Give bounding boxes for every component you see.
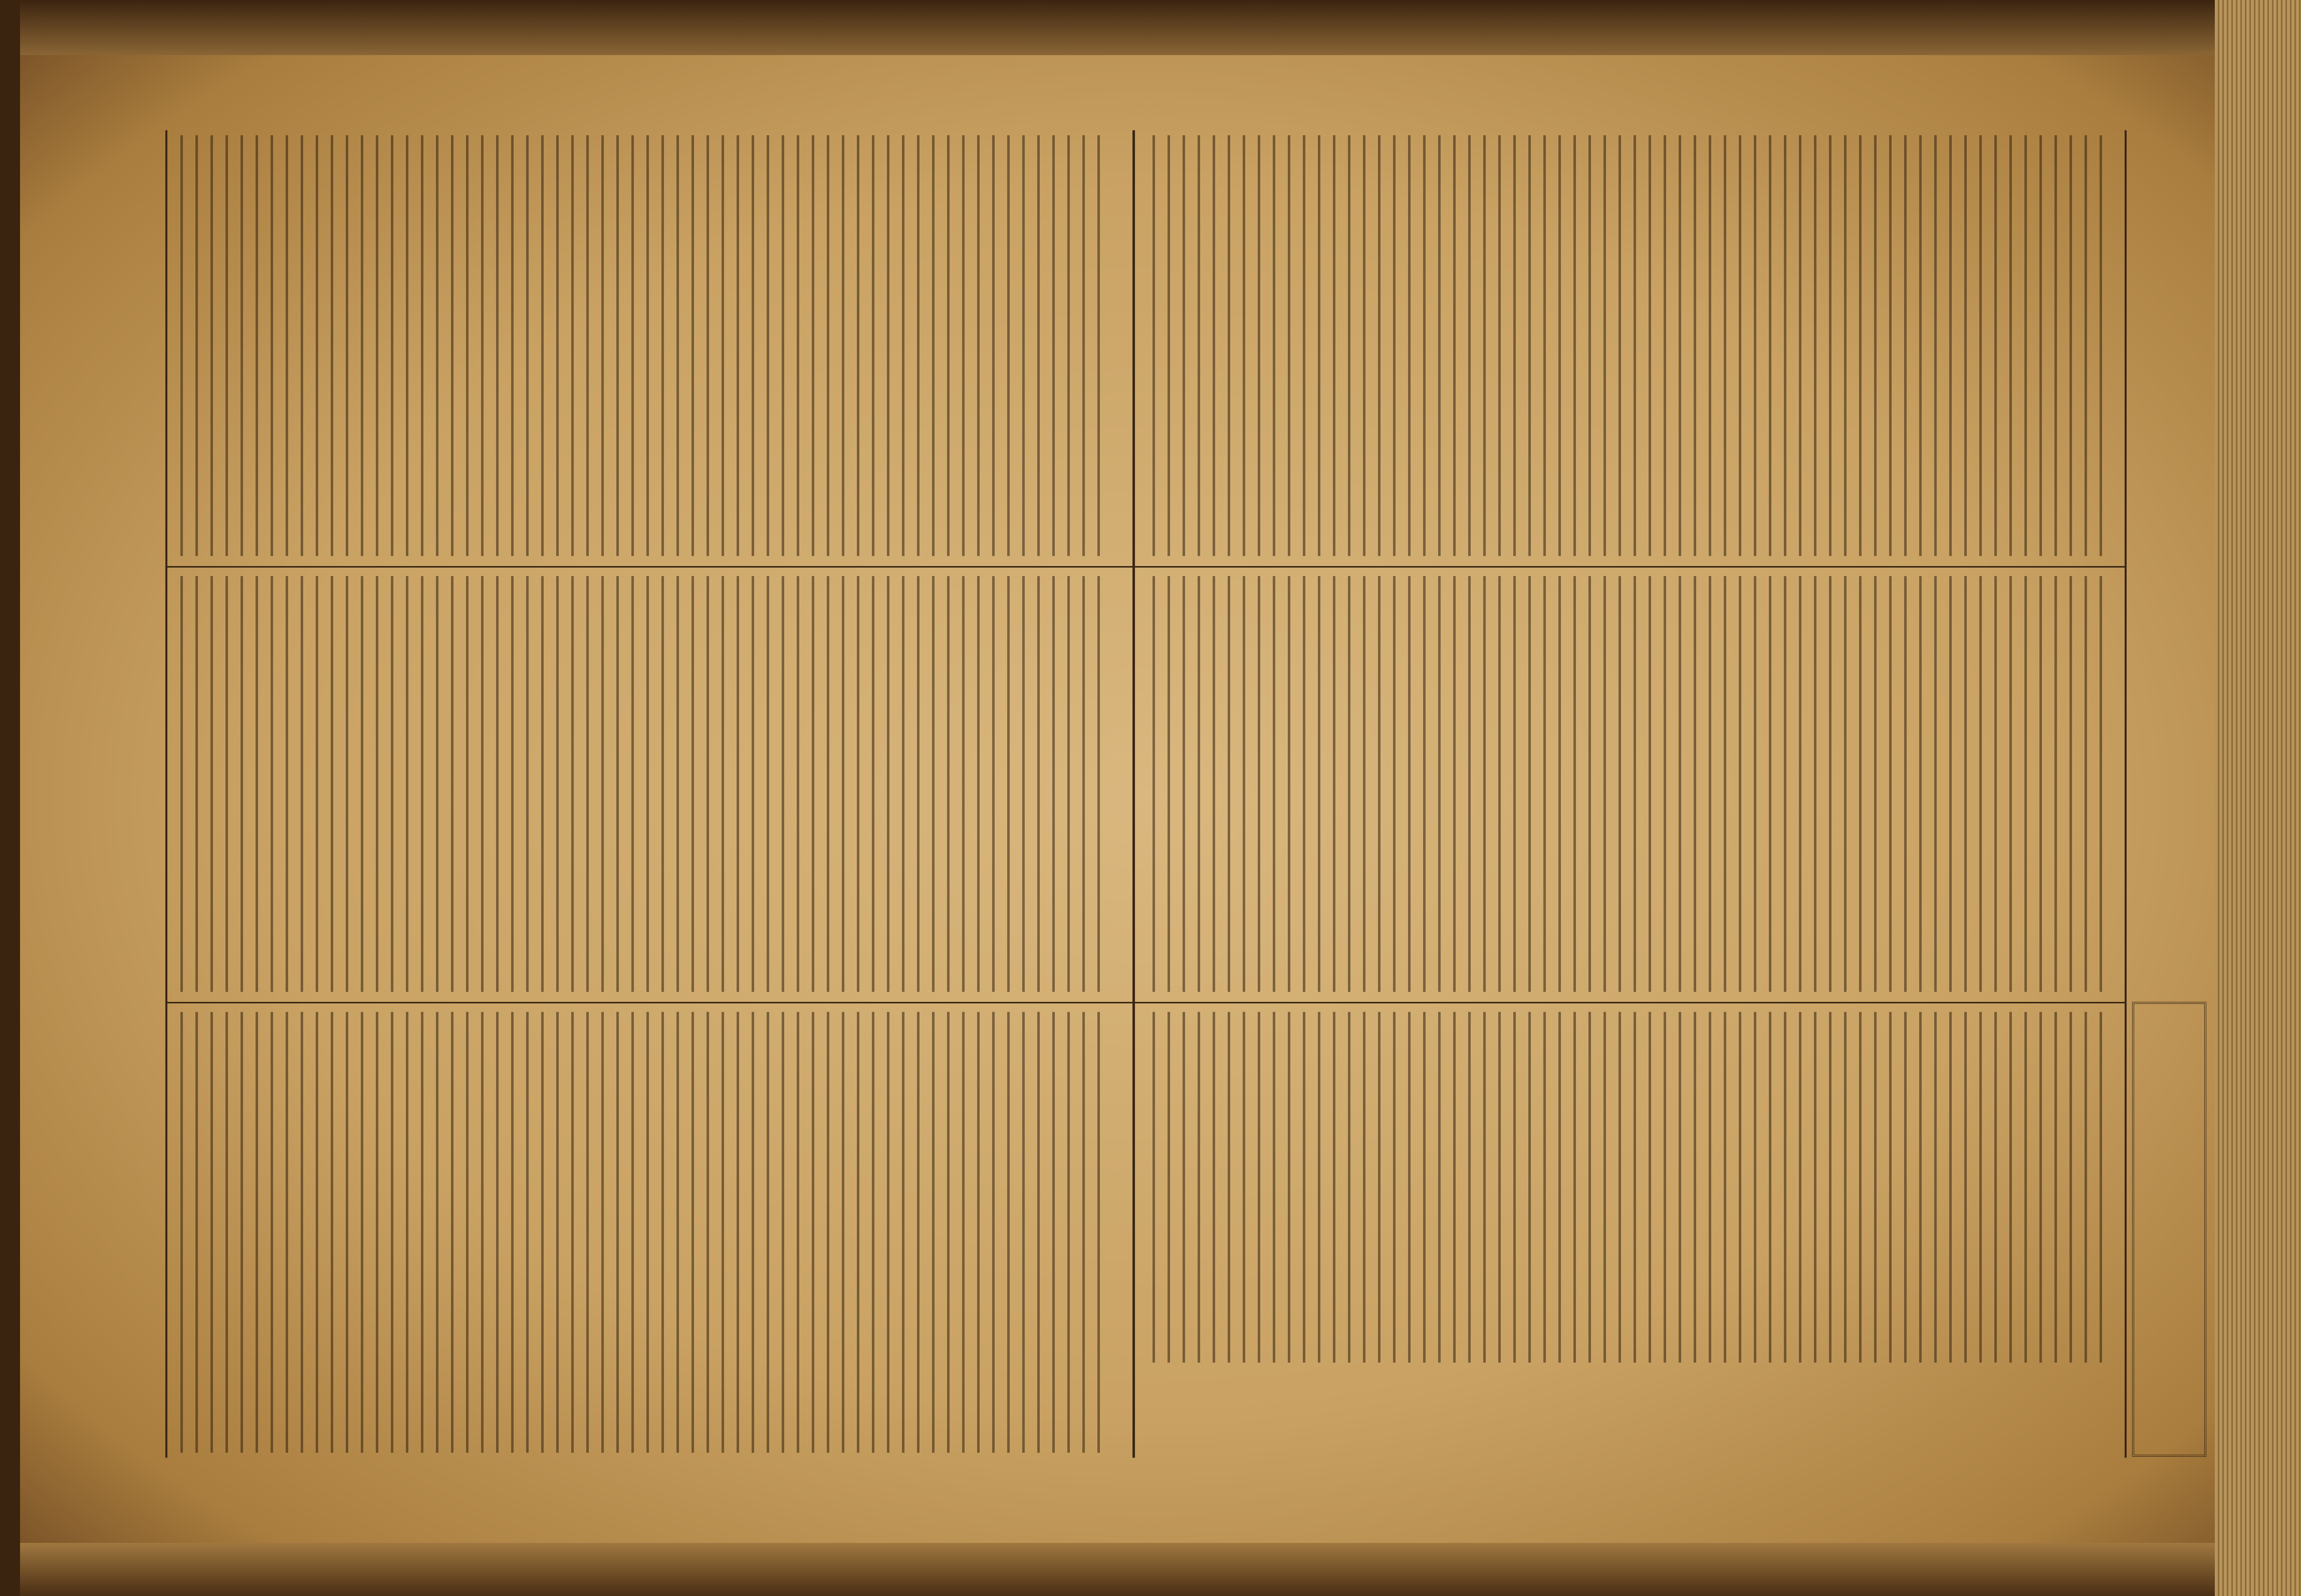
article-text-block: [180, 1012, 1112, 1453]
page-edge-left: [0, 0, 20, 1596]
row-rule: [1135, 566, 2125, 568]
feuilleton-text-block: [1153, 576, 2105, 992]
row-rule: [167, 1002, 1132, 1003]
humor-box: [2132, 1002, 2206, 1457]
book-binding-top: [0, 0, 2301, 55]
book-binding-bottom: [0, 1543, 2301, 1596]
literature-text-block: [1153, 1012, 2105, 1363]
column-rule: [165, 130, 167, 1458]
feuilleton-text-block: [1153, 135, 2105, 556]
article-text-block: [180, 576, 1112, 992]
newspaper-page: [150, 130, 2205, 1458]
row-rule: [167, 566, 1132, 568]
column-rule: [1132, 130, 1135, 1458]
article-text-block: [180, 135, 1112, 556]
row-rule: [1135, 1002, 2125, 1003]
column-rule: [2125, 130, 2127, 1458]
book-page-edges: [2215, 0, 2301, 1596]
